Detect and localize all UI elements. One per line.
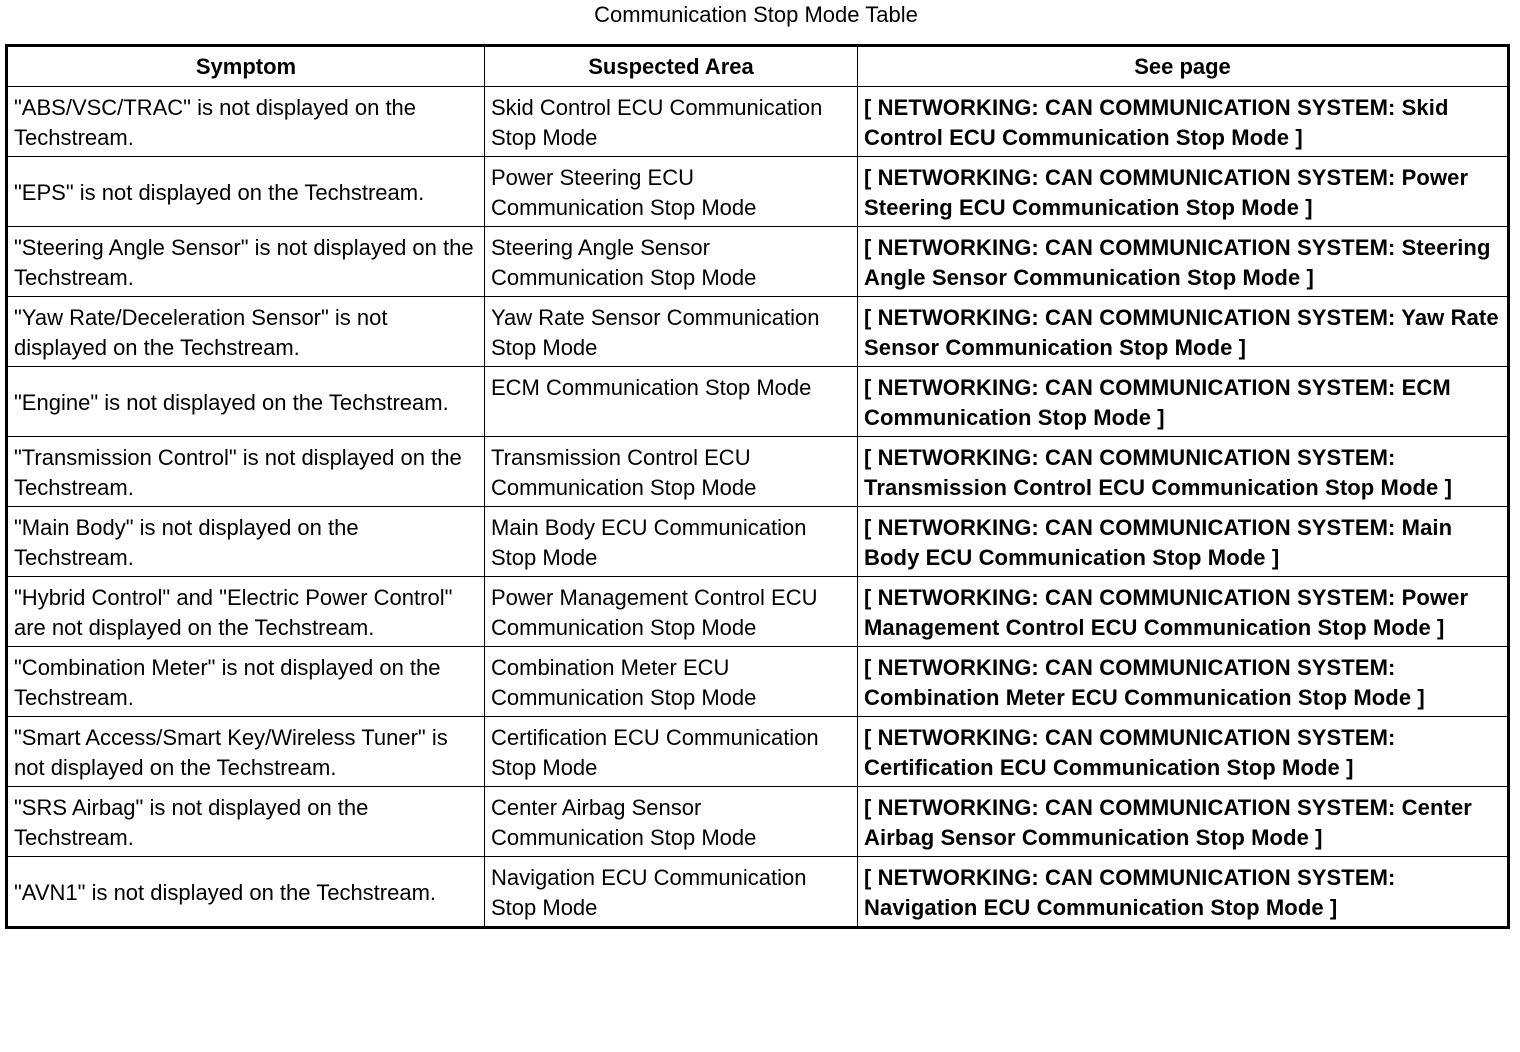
table-row xyxy=(7,857,1509,928)
suspected-area-cell: Center Airbag Sensor Communication Stop Mode xyxy=(485,787,858,857)
see-page-link[interactable]: [ NETWORKING: CAN COMMUNICATION SYSTEM: Power Management Control ECU Communication Stop Mode ] xyxy=(858,577,1509,647)
see-page-link[interactable]: [ NETWORKING: CAN COMMUNICATION SYSTEM: Center Airbag Sensor Communication Stop Mode ] xyxy=(858,787,1509,857)
see-page-link[interactable]: [ NETWORKING: CAN COMMUNICATION SYSTEM: Yaw Rate Sensor Communication Stop Mode ] xyxy=(858,297,1509,367)
table-row xyxy=(7,507,1509,577)
header-row xyxy=(7,46,1509,87)
column-header-suspected-area: Suspected Area xyxy=(485,46,858,87)
table-row xyxy=(7,87,1509,157)
table-row xyxy=(7,157,1509,227)
column-header-see-page: See page xyxy=(858,46,1509,87)
symptom-cell: "EPS" is not displayed on the Techstream. xyxy=(7,157,485,227)
table-row xyxy=(7,717,1509,787)
suspected-area-cell: ECM Communication Stop Mode xyxy=(485,367,858,437)
suspected-area-cell: Transmission Control ECU Communication Stop Mode xyxy=(485,437,858,507)
symptom-cell: "Combination Meter" is not displayed on the Techstream. xyxy=(7,647,485,717)
symptom-cell: "Transmission Control" is not displayed on the Techstream. xyxy=(7,437,485,507)
suspected-area-cell: Power Management Control ECU Communication Stop Mode xyxy=(485,577,858,647)
symptom-cell: "Steering Angle Sensor" is not displayed on the Techstream. xyxy=(7,227,485,297)
see-page-link[interactable]: [ NETWORKING: CAN COMMUNICATION SYSTEM: Main Body ECU Communication Stop Mode ] xyxy=(858,507,1509,577)
see-page-link[interactable]: [ NETWORKING: CAN COMMUNICATION SYSTEM: Power Steering ECU Communication Stop Mode ] xyxy=(858,157,1509,227)
table-row xyxy=(7,647,1509,717)
symptom-cell: "Main Body" is not displayed on the Techstream. xyxy=(7,507,485,577)
symptom-cell: "Engine" is not displayed on the Techstream. xyxy=(7,367,485,437)
communication-stop-mode-table xyxy=(5,44,1510,929)
table-row xyxy=(7,227,1509,297)
see-page-link[interactable]: [ NETWORKING: CAN COMMUNICATION SYSTEM: Certification ECU Communication Stop Mode ] xyxy=(858,717,1509,787)
suspected-area-cell: Skid Control ECU Communication Stop Mode xyxy=(485,87,858,157)
symptom-cell: "Smart Access/Smart Key/Wireless Tuner" is not displayed on the Techstream. xyxy=(7,717,485,787)
see-page-link[interactable]: [ NETWORKING: CAN COMMUNICATION SYSTEM: Skid Control ECU Communication Stop Mode ] xyxy=(858,87,1509,157)
suspected-area-cell: Certification ECU Communication Stop Mode xyxy=(485,717,858,787)
see-page-link[interactable]: [ NETWORKING: CAN COMMUNICATION SYSTEM: Combination Meter ECU Communication Stop Mode ] xyxy=(858,647,1509,717)
table-row xyxy=(7,297,1509,367)
column-header-symptom: Symptom xyxy=(7,46,485,87)
symptom-cell: "Hybrid Control" and "Electric Power Control" are not displayed on the Techstream. xyxy=(7,577,485,647)
see-page-link[interactable]: [ NETWORKING: CAN COMMUNICATION SYSTEM: Transmission Control ECU Communication Stop Mode ] xyxy=(858,437,1509,507)
suspected-area-cell: Combination Meter ECU Communication Stop Mode xyxy=(485,647,858,717)
table-row xyxy=(7,787,1509,857)
table-row xyxy=(7,437,1509,507)
see-page-link[interactable]: [ NETWORKING: CAN COMMUNICATION SYSTEM: ECM Communication Stop Mode ] xyxy=(858,367,1509,437)
symptom-cell: "Yaw Rate/Deceleration Sensor" is not displayed on the Techstream. xyxy=(7,297,485,367)
suspected-area-cell: Navigation ECU Communication Stop Mode xyxy=(485,857,858,928)
symptom-cell: "ABS/VSC/TRAC" is not displayed on the Techstream. xyxy=(7,87,485,157)
suspected-area-cell: Steering Angle Sensor Communication Stop Mode xyxy=(485,227,858,297)
see-page-link[interactable]: [ NETWORKING: CAN COMMUNICATION SYSTEM: Steering Angle Sensor Communication Stop Mode ] xyxy=(858,227,1509,297)
see-page-link[interactable]: [ NETWORKING: CAN COMMUNICATION SYSTEM: Navigation ECU Communication Stop Mode ] xyxy=(858,857,1509,928)
suspected-area-cell: Yaw Rate Sensor Communication Stop Mode xyxy=(485,297,858,367)
symptom-cell: "SRS Airbag" is not displayed on the Techstream. xyxy=(7,787,485,857)
suspected-area-cell: Main Body ECU Communication Stop Mode xyxy=(485,507,858,577)
table-row xyxy=(7,577,1509,647)
table-row xyxy=(7,367,1509,437)
symptom-cell: "AVN1" is not displayed on the Techstream. xyxy=(7,857,485,928)
suspected-area-cell: Power Steering ECU Communication Stop Mode xyxy=(485,157,858,227)
table-title: Communication Stop Mode Table xyxy=(594,2,918,27)
